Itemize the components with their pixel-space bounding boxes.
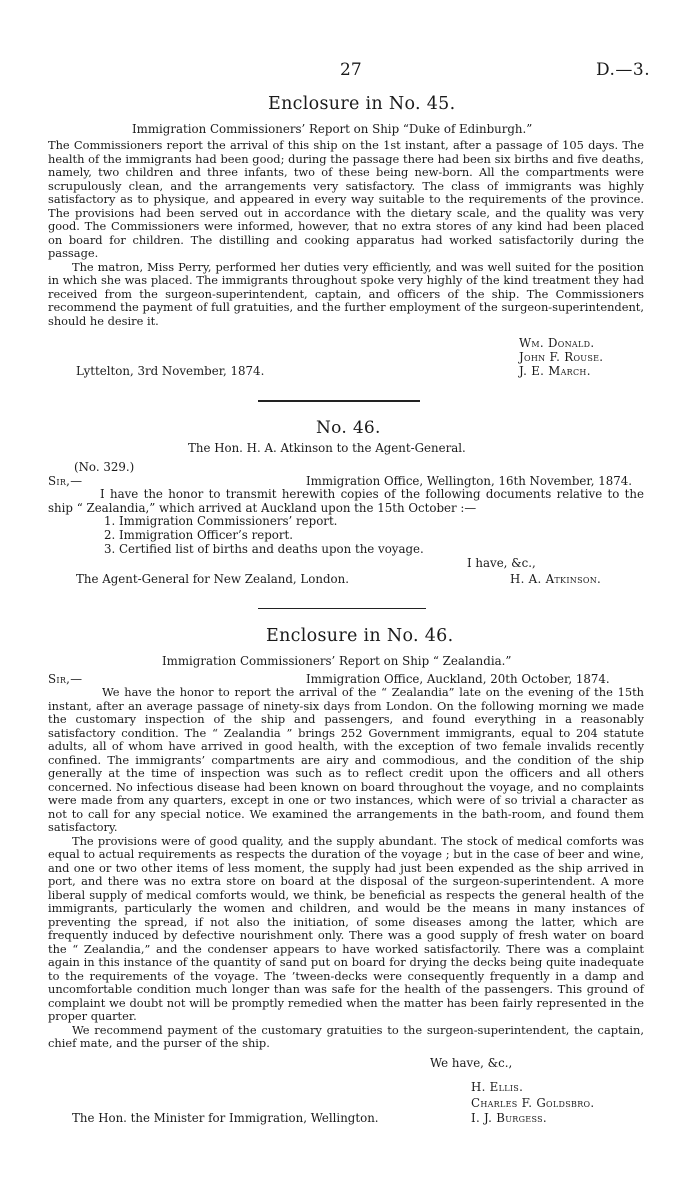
- signatory-goldsbro: Charles F. Goldsbro.: [471, 1096, 595, 1110]
- enclosure-46-paragraph-1: We have the honor to report the arrival of the “ Zealandia” late on the evening of the 15th instant, after an average passage of ninety-six days from London. On the following morning we made the customary inspection of the ship and passengers, and found everything in a reasonably satisfactory condition. The “ Zealandia ” brings 252 Government immigrants, equal to 204 statute adults, all of whom have arrived in good health, with the exception of two female invalids recently confined. The immigrants’ compartments are airy and commodious, and the condition of the ship generally at the time of inspection was such as to reflect credit upon the officers and all others concerned. No infectious disease had been known on board throughout the voyage, and no complaints were made from any quarters, except in one or two instances, which were of so trivial a character as not to call for any special notice. We examined the arrangements in the bath-room, and found them satisfactory.: [48, 685, 644, 834]
- document-reference: D.—3.: [596, 60, 651, 80]
- enclosure-45-subheading: Immigration Commissioners’ Report on Ship “Duke of Edinburgh.”: [132, 122, 533, 136]
- enclosure-46-body: [48, 686, 644, 1051]
- no-46-body: [48, 488, 644, 515]
- page-number: 27: [340, 60, 362, 80]
- no-46-salutation: Sir,—: [48, 474, 83, 488]
- no-46-subheading: The Hon. H. A. Atkinson to the Agent-General.: [188, 441, 466, 455]
- enclosure-46-paragraph-3: We recommend payment of the customary gratuities to the surgeon-superintendent, the captain, chief mate, and the purser of the ship.: [48, 1022, 644, 1050]
- enclosure-45-body: [48, 139, 644, 328]
- no-46-item-3: 3. Certified list of births and deaths upon the voyage.: [104, 542, 424, 556]
- enclosure-46-salutation: Sir,—: [48, 672, 83, 686]
- no-46-closing: I have, &c.,: [467, 556, 536, 570]
- enclosure-46-address: Immigration Office, Auckland, 20th October, 1874.: [306, 672, 610, 686]
- signatory-donald: Wm. Donald.: [519, 336, 595, 350]
- no-46-heading: No. 46.: [316, 418, 381, 438]
- section-divider-thick: [258, 400, 420, 402]
- no-46-intro: I have the honor to transmit herewith copies of the following documents relative to the ship “ Zealandia,” which arrived at Auckland upon the 15th October :—: [48, 487, 644, 515]
- signatory-rouse: John F. Rouse.: [519, 350, 604, 364]
- enclosure-46-heading: Enclosure in No. 46.: [266, 626, 454, 646]
- section-divider-thin: [258, 608, 426, 609]
- no-46-reference: (No. 329.): [74, 460, 135, 474]
- enclosure-46-subheading: Immigration Commissioners’ Report on Ship “ Zealandia.”: [162, 654, 512, 668]
- no-46-signature: H. A. Atkinson.: [510, 572, 602, 586]
- no-46-addressee: The Agent-General for New Zealand, London.: [76, 572, 349, 586]
- enclosure-45-heading: Enclosure in No. 45.: [268, 94, 456, 114]
- enclosure-46-paragraph-2: The provisions were of good quality, and the supply abundant. The stock of medical comforts was equal to actual requirements as respects the duration of the voyage ; but in the case of beer and wine, and one or two other items of less moment, the supply had just been expended as the ship arrived in port, and there was no extra store on board at the disposal of the surgeon-superintendent. A more liberal supply of medical comforts would, we think, be beneficial as respects the general health of the immigrants, particularly the women and children, and would be the means in many instances of preventing the spread, if not also the initiation, of some diseases among the latter, which are frequently induced by defective nourishment only. There was a good supply of fresh water on board the “ Zealandia,” and the condenser appears to have worked satisfactorily. There was a complaint again in this instance of the quantity of sand put on board for drying the decks being quite inadequate to the requirements of the voyage. The ’tween-decks were consequently frequently in a damp and uncomfortable condition much longer than was safe for the health of the passengers. This ground of complaint we doubt not will be promptly remedied when the matter has been fairly represented in the proper quarter.: [48, 833, 644, 1023]
- signatory-burgess: I. J. Burgess.: [471, 1111, 547, 1125]
- no-46-address: Immigration Office, Wellington, 16th November, 1874.: [306, 474, 632, 488]
- signatory-ellis: H. Ellis.: [471, 1080, 524, 1094]
- no-46-item-2: 2. Immigration Officer’s report.: [104, 528, 294, 542]
- lyttelton-place-date: Lyttelton, 3rd November, 1874.: [76, 364, 265, 378]
- enclosure-45-paragraph-2: The matron, Miss Perry, performed her duties very efficiently, and was well suited for the position in which she was placed. The immigrants throughout spoke very highly of the kind treatment they had received from the surgeon-superintendent, captain, and officers of the ship. The Commissioners recommend the payment of full gratuities, and the further employment of the surgeon-superintendent, should he desire it.: [48, 259, 644, 328]
- no-46-item-1: 1. Immigration Commissioners’ report.: [104, 514, 338, 528]
- enclosure-45-paragraph-1: The Commissioners report the arrival of this ship on the 1st instant, after a passage of 105 days. The health of the immigrants had been good; during the passage there had been six births and five deaths, namely, two children and three infants, two of these being new-born. All the compartments were scrupulously clean, and the arrangements very satisfactory. The class of immigrants was highly satisfactory as to physique, and appeared in every way suitable to the requirements of the province. The provisions had been served out in accordance with the dietary scale, and the quality was very good. The Commissioners were informed, however, that no extra stores of any kind had been placed on board for children. The distilling and cooking apparatus had worked satisfactorily during the passage.: [48, 138, 644, 260]
- signatory-march: J. E. March.: [519, 364, 591, 378]
- enclosure-46-closing: We have, &c.,: [430, 1056, 513, 1070]
- enclosure-46-addressee: The Hon. the Minister for Immigration, Wellington.: [72, 1111, 379, 1125]
